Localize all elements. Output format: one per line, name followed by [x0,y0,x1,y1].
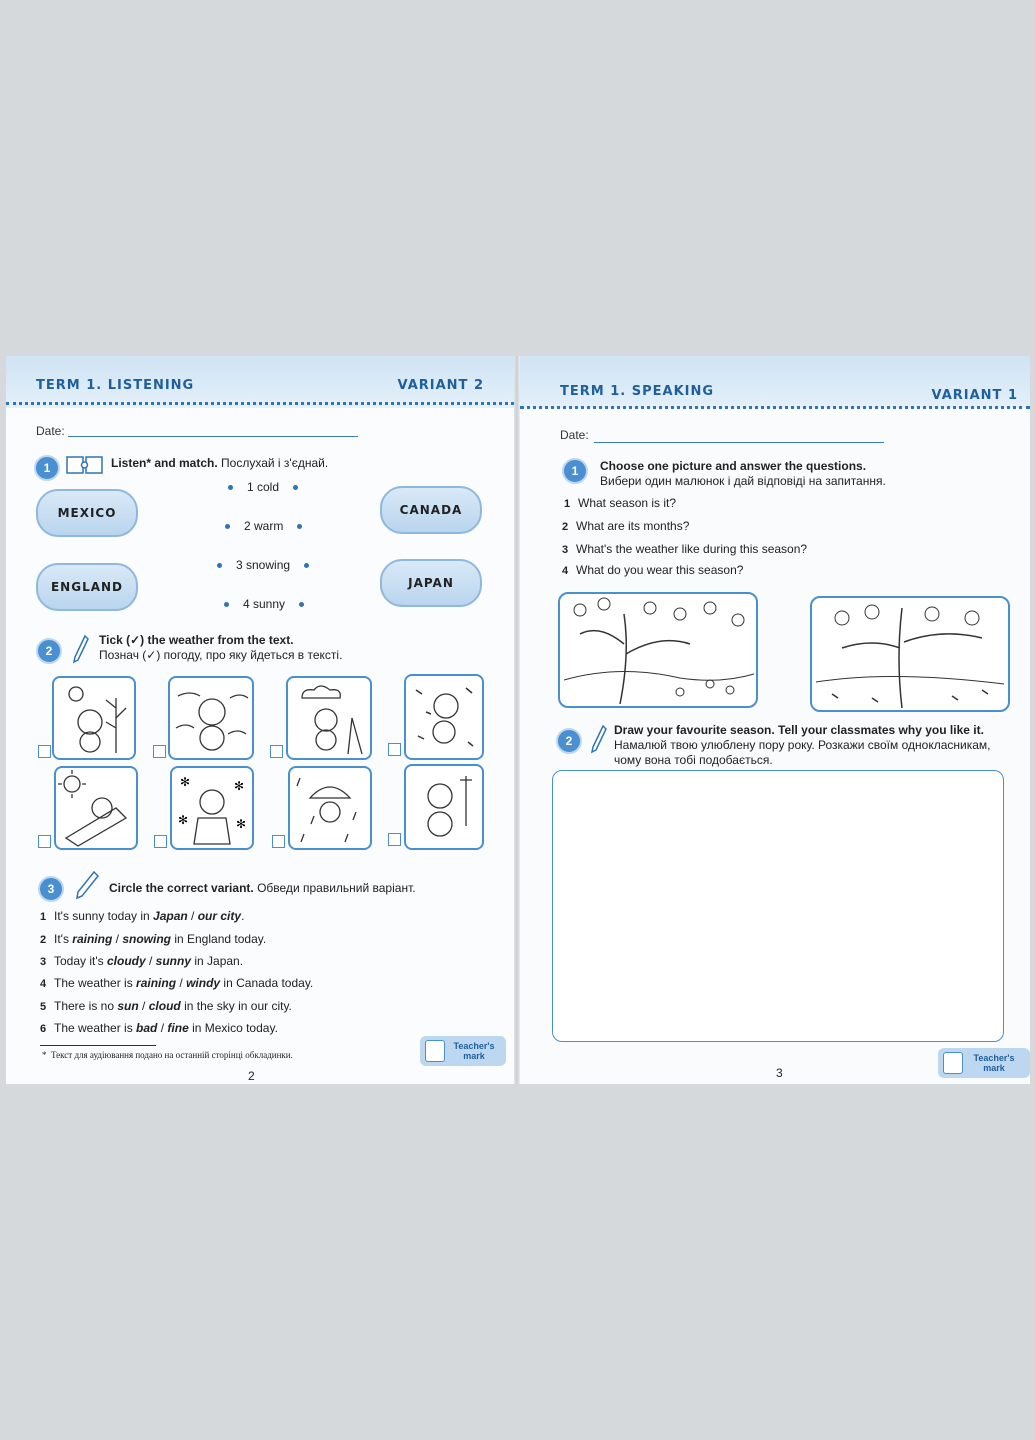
right-teacher-mark [938,1048,1030,1078]
sentence-text: in Canada today. [220,976,314,990]
right-header [520,356,1030,408]
weather-picture-sunny [52,676,136,760]
weather-picture-umbrella [404,764,484,850]
match-label: 1 cold [247,480,280,494]
tick-checkbox[interactable] [153,745,166,758]
sentence-item: 4 The weather is raining / windy in Canada today. [40,976,314,990]
left-header [6,356,514,408]
left-task1-number: 1 [34,455,60,481]
left-task1-instruction-bold: Listen* and match. [111,456,218,470]
left-date-field[interactable] [68,436,358,437]
pencil-icon [72,634,90,664]
match-dot[interactable] [299,602,304,607]
sentence-text: in Mexico today. [188,1021,278,1035]
sentence-number: 1 [40,911,47,923]
match-label: 2 warm [244,519,284,533]
sentence-text: There is no [54,999,118,1013]
right-task1-instruction [600,459,886,489]
option-b[interactable]: windy [186,976,221,990]
option-a[interactable]: bad [136,1021,158,1035]
left-task3-instruction-bold: Circle the correct variant. [109,881,254,895]
left-page [6,356,514,1084]
match-label: 3 snowing [236,558,291,572]
sentence-text: in Japan. [191,954,244,968]
left-task3-number: 3 [38,876,64,902]
svg-text:✻: ✻ [236,817,247,831]
tick-checkbox[interactable] [270,745,283,758]
country-canada[interactable]: CANADA [380,486,482,534]
sentence-item: 5 There is no sun / cloud in the sky in our city. [40,999,292,1013]
left-task1-instruction [111,456,328,471]
option-b[interactable]: sunny [155,954,192,968]
left-page-number: 2 [248,1069,255,1083]
weather-picture-raining [288,766,372,850]
footnote-text: Текст для аудіювання подано на останній сторінці обкладинки. [51,1050,293,1060]
footnote [42,1050,293,1060]
match-dot[interactable] [293,485,298,490]
left-task3-instruction [109,881,416,896]
question-text: What are its months? [576,519,690,533]
match-item[interactable] [228,480,298,494]
tick-checkbox[interactable] [38,835,51,848]
right-page [520,356,1030,1084]
option-b[interactable]: fine [167,1021,189,1035]
question-number: 1 [564,498,571,510]
sun-icon [54,678,134,758]
left-task1-instruction-ua: Послухай і з'єднай. [221,456,329,470]
match-dot[interactable] [304,563,309,568]
match-dot[interactable] [217,563,222,568]
match-item[interactable] [217,558,309,572]
match-dot[interactable] [297,524,302,529]
footnote-rule [40,1045,156,1046]
sentence-text: Today it's [54,954,107,968]
snowflake-icon [172,768,252,848]
option-a[interactable]: raining [136,976,177,990]
country-mexico[interactable]: MEXICO [36,489,138,537]
left-variant: VARIANT 2 [397,378,484,393]
right-date-field[interactable] [594,442,884,443]
question-number: 2 [562,521,569,533]
question-text: What season is it? [578,496,677,510]
sentence-item: 6 The weather is bad / fine in Mexico today. [40,1021,278,1035]
left-teacher-mark [420,1036,506,1066]
right-task2-instruction [614,723,1016,768]
workbook-spread [6,356,1030,1084]
option-b[interactable]: our city [197,909,242,923]
left-task2-instruction-ua: Познач (✓) погоду, про яку йдеться в тексті. [99,648,343,662]
option-a[interactable]: cloudy [106,954,146,968]
sentence-text: in the sky in our city. [180,999,292,1013]
sentence-text: . [241,909,245,923]
sentence-number: 2 [40,934,47,946]
wind-icon [170,678,252,758]
match-dot[interactable] [224,602,229,607]
tick-checkbox[interactable] [388,743,401,756]
right-task2-instruction-ua: Намалюй твою улюблену пору року. Розкажи своїм однокласникам, чому вона тобі подобається. [614,738,991,767]
tick-checkbox[interactable] [272,835,285,848]
leaves-icon [406,676,482,758]
rain-icon [290,768,370,848]
season-picture-spring[interactable] [558,592,758,708]
umbrella-icon [406,766,482,848]
header-dotted-line [520,406,1030,409]
sentence-text: The weather is [54,1021,137,1035]
option-a[interactable]: sun [117,999,139,1013]
svg-text:✻: ✻ [178,813,189,827]
option-a[interactable]: raining [72,932,113,946]
left-task2-instruction-bold: Tick (✓) the weather from the text. [99,633,294,647]
right-term-title: TERM 1. SPEAKING [560,384,715,399]
sentence-item: 3 Today it's cloudy / sunny in Japan. [40,954,244,968]
tick-checkbox[interactable] [38,745,51,758]
question-item [562,563,743,577]
right-task2-instruction-bold: Draw your favourite season. Tell your classmates why you like it. [614,723,984,737]
right-date-label: Date: [560,428,589,442]
right-task1-instruction-ua: Вибери один малюнок і дай відповіді на запитання. [600,474,886,488]
spring-scene-icon [560,594,756,706]
teacher-mark-box[interactable] [425,1040,445,1062]
left-date-label: Date: [36,424,65,438]
season-picture-autumn[interactable] [810,596,1010,712]
sentence-number: 6 [40,1023,47,1035]
tick-checkbox[interactable] [388,833,401,846]
match-item[interactable] [224,597,304,611]
left-task2-number: 2 [36,638,62,664]
sunbathing-icon [56,768,136,848]
svg-text:✻: ✻ [234,779,245,793]
sentence-text: The weather is [54,976,137,990]
question-text: What do you wear this season? [576,563,744,577]
pencil-icon [590,724,608,754]
question-item [562,519,689,533]
country-japan[interactable]: JAPAN [380,559,482,607]
question-text: What's the weather like during this season? [576,542,808,556]
option-b[interactable]: cloud [148,999,181,1013]
sentence-number: 4 [40,978,47,990]
cloud-icon [288,678,370,758]
weather-picture-autumn-wind [404,674,484,760]
right-variant: VARIANT 1 [931,388,1018,403]
right-task2-number: 2 [556,728,582,754]
question-number: 4 [562,565,569,577]
teacher-mark-label: Teacher's mark [453,1041,495,1061]
footnote-mark: * [42,1050,47,1060]
puzzle-icon [66,455,104,475]
svg-text:✻: ✻ [180,775,191,789]
country-england[interactable]: ENGLAND [36,563,138,611]
match-label: 4 sunny [243,597,286,611]
left-term-title: TERM 1. LISTENING [36,378,195,393]
option-a[interactable]: Japan [153,909,188,923]
teacher-mark-label: Teacher's mark [973,1053,1015,1073]
sentence-item: 1 It's sunny today in Japan / our city. [40,909,245,923]
autumn-scene-icon [812,598,1008,710]
question-number: 3 [562,544,569,556]
match-item[interactable] [225,519,302,533]
right-task1-instruction-bold: Choose one picture and answer the questions. [600,459,867,473]
question-item [562,542,807,556]
weather-picture-cloudy [286,676,372,760]
left-task2-instruction [99,633,342,663]
match-dot[interactable] [225,524,230,529]
drawing-area[interactable] [552,770,1004,1042]
weather-picture-snowing [170,766,254,850]
option-b[interactable]: snowing [122,932,171,946]
weather-picture-hot [54,766,138,850]
sentence-number: 5 [40,1001,47,1013]
right-task1-number: 1 [562,458,588,484]
sentence-text: It's sunny today in [54,909,154,923]
teacher-mark-box[interactable] [943,1052,963,1074]
weather-picture-windy [168,676,254,760]
right-page-number: 3 [776,1066,783,1080]
pencil-icon [74,870,100,900]
sentence-text: in England today. [171,932,267,946]
header-dotted-line [6,402,514,405]
tick-checkbox[interactable] [154,835,167,848]
sentence-number: 3 [40,956,47,968]
match-dot[interactable] [228,485,233,490]
left-task3-instruction-ua: Обведи правильний варіант. [257,881,416,895]
sentence-item: 2 It's raining / snowing in England today. [40,932,267,946]
sentence-text: It's [54,932,73,946]
question-item [564,496,676,510]
